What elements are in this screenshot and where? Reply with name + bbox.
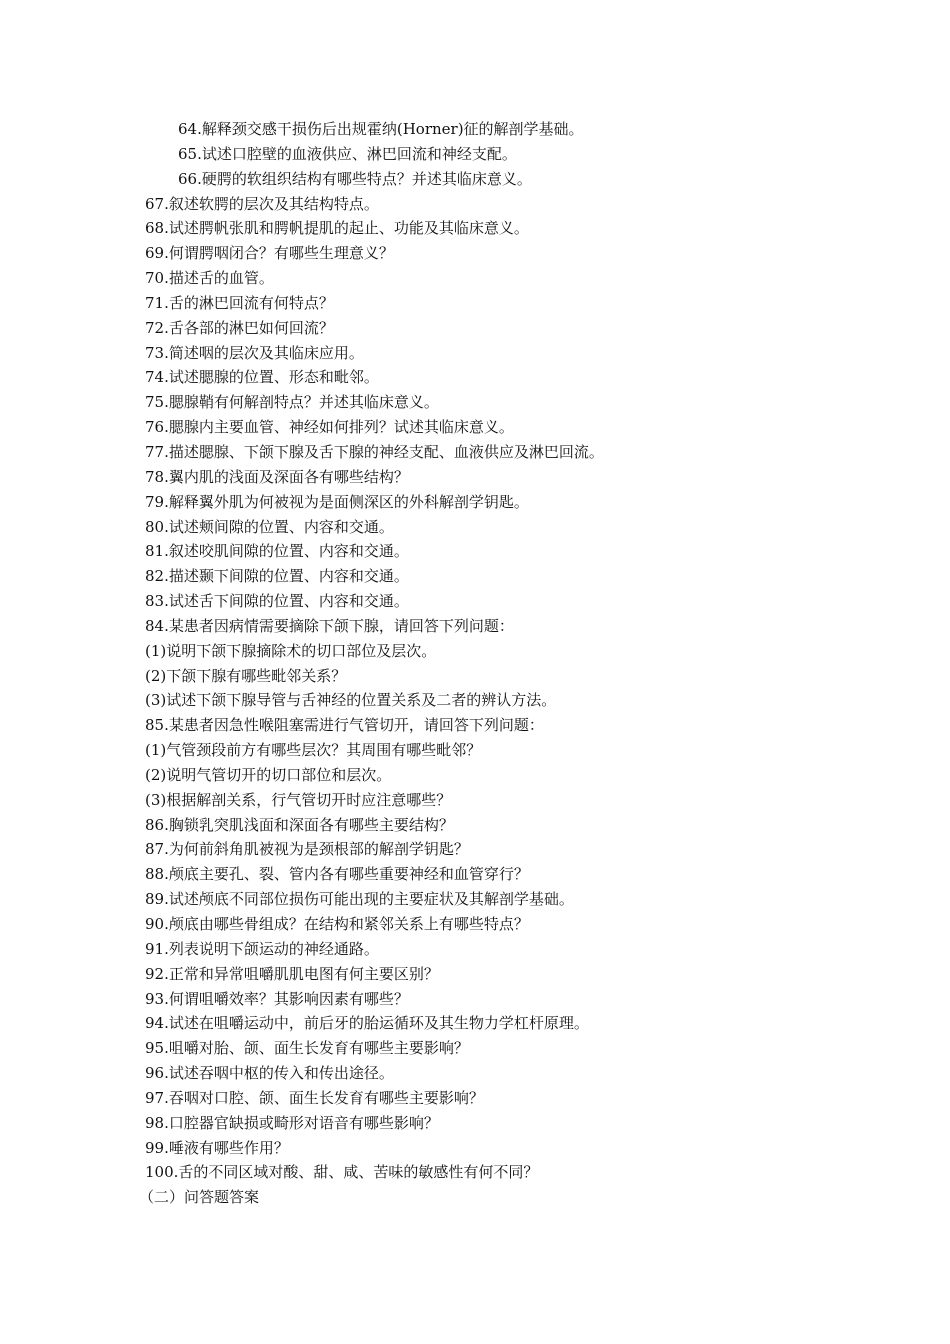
question-line: 79.解释翼外肌为何被视为是面侧深区的外科解剖学钥匙。 [145,492,529,511]
question-line: 90.颅底由哪些骨组成？在结构和紧邻关系上有哪些特点？ [145,915,529,933]
question-line: 76.腮腺内主要血管、神经如何排列？试述其临床意义。 [145,418,514,437]
question-line: 67.叙述软腭的层次及其结构特点。 [145,194,379,213]
question-line: 99.唾液有哪些作用？ [145,1138,289,1157]
question-line: 81.叙述咬肌间隙的位置、内容和交通。 [145,542,409,561]
question-line: 65.试述口腔壁的血液供应、淋巴回流和神经支配。 [178,144,517,163]
question-line: 72.舌各部的淋巴如何回流？ [145,318,334,337]
question-line: 75.腮腺鞘有何解剖特点？并述其临床意义。 [145,393,439,412]
question-line: 88.颅底主要孔、裂、管内各有哪些重要神经和血管穿行？ [145,865,529,884]
question-line: 71.舌的淋巴回流有何特点？ [145,293,334,312]
question-line: 100.舌的不同区域对酸、甜、咸、苦味的敏感性有何不同？ [145,1163,539,1182]
question-line: 74.试述腮腺的位置、形态和毗邻。 [145,368,379,387]
question-list [139,117,905,1210]
question-line: 94.试述在咀嚼运动中，前后牙的胎运循环及其生物力学杠杆原理。 [145,1014,589,1033]
question-line: 97.吞咽对口腔、颌、面生长发育有哪些主要影响？ [145,1088,484,1107]
question-line: 66.硬腭的软组织结构有哪些特点？并述其临床意义。 [178,169,532,188]
question-line: (1)说明下颌下腺摘除术的切口部位及层次。 [145,641,437,660]
question-line: (1)气管颈段前方有哪些层次？其周围有哪些毗邻？ [145,741,482,760]
question-line: 87.为何前斜角肌被视为是颈根部的解剖学钥匙？ [145,840,469,859]
question-line: 89.试述颅底不同部位损伤可能出现的主要症状及其解剖学基础。 [145,890,574,909]
question-line: 96.试述吞咽中枢的传入和传出途径。 [145,1064,394,1083]
section-heading: （二）问答题答案 [139,1188,260,1207]
question-line: 95.咀嚼对胎、颌、面生长发育有哪些主要影响？ [145,1039,469,1058]
question-line: (3)试述下颌下腺导管与舌神经的位置关系及二者的辨认方法。 [145,691,557,710]
question-line: 68.试述腭帆张肌和腭帆提肌的起止、功能及其临床意义。 [145,219,529,238]
question-line: 73.简述咽的层次及其临床应用。 [145,343,364,362]
question-line: 93.何谓咀嚼效率？其影响因素有哪些？ [145,989,409,1008]
question-line: 70.描述舌的血管。 [145,269,274,288]
question-line: (2)说明气管切开的切口部位和层次。 [145,765,392,784]
question-line: 85.某患者因急性喉阻塞需进行气管切开，请回答下列问题： [145,716,544,735]
question-line: (3)根据解剖关系，行气管切开时应注意哪些？ [145,790,452,809]
question-line: 86.胸锁乳突肌浅面和深面各有哪些主要结构？ [145,815,454,834]
question-line: 82.描述颞下间隙的位置、内容和交通。 [145,567,409,586]
question-line: 91.列表说明下颌运动的神经通路。 [145,939,379,958]
question-line: 69.何谓腭咽闭合？有哪些生理意义？ [145,244,394,263]
question-line: (2)下颌下腺有哪些毗邻关系？ [145,666,347,685]
question-line: 77.描述腮腺、下颌下腺及舌下腺的神经支配、血液供应及淋巴回流。 [145,442,604,461]
question-line: 92.正常和异常咀嚼肌肌电图有何主要区别？ [145,964,439,983]
question-line: 84.某患者因病情需要摘除下颌下腺，请回答下列问题： [145,616,514,635]
question-line: 80.试述颊间隙的位置、内容和交通。 [145,517,394,536]
question-line: 78.翼内肌的浅面及深面各有哪些结构？ [145,467,409,486]
question-line: 64.解释颈交感干损伤后出规霍纳(Horner)征的解剖学基础。 [178,120,584,138]
question-line: 83.试述舌下间隙的位置、内容和交通。 [145,592,409,611]
question-line: 98.口腔器官缺损或畸形对语音有哪些影响？ [145,1113,439,1132]
